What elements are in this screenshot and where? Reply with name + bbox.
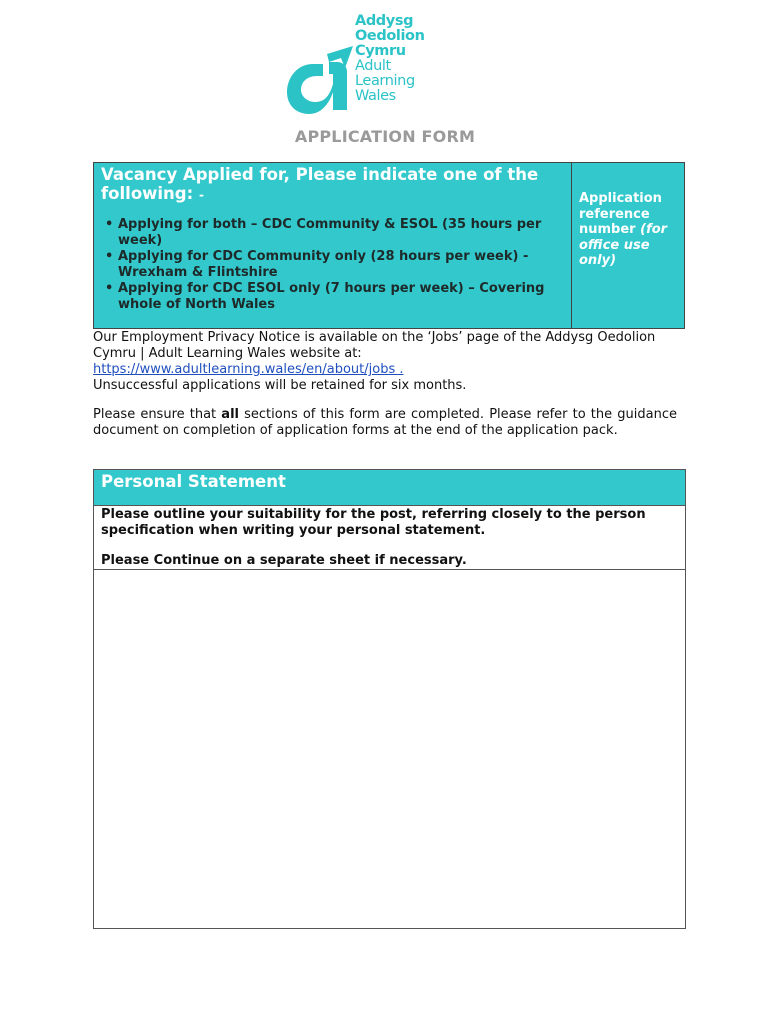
- logo-line-welsh-3: Cymru: [355, 43, 406, 59]
- ensure-text-before: Please ensure that: [93, 407, 217, 422]
- bullet-icon: •: [105, 249, 114, 264]
- personal-statement-input-area[interactable]: [94, 570, 685, 928]
- reference-label: Application reference number: [579, 191, 662, 237]
- vacancy-option[interactable]: [101, 281, 565, 313]
- bullet-icon: •: [105, 281, 114, 296]
- privacy-notice: [93, 330, 685, 394]
- ensure-text-bold: all: [221, 407, 239, 422]
- vacancy-option-label: Applying for CDC ESOL only (7 hours per week) – Covering whole of North Wales: [118, 281, 545, 312]
- retention-text: Unsuccessful applications will be retained for six months.: [93, 378, 467, 393]
- logo-line-welsh-1: Addysg: [355, 13, 414, 29]
- bullet-icon: •: [105, 217, 114, 232]
- reference-note: (for office use only): [579, 222, 668, 268]
- logo-line-welsh-2: Oedolion: [355, 28, 425, 44]
- form-title: APPLICATION FORM: [294, 127, 476, 146]
- vacancy-options-cell: [94, 163, 572, 328]
- personal-statement-heading: Personal Statement: [94, 470, 685, 506]
- logo-line-english-1: Adult: [355, 58, 391, 74]
- ensure-text-after: sections of this form are completed. Please refer to the guidance document on completion of application forms at the end of the application pack.: [93, 407, 677, 438]
- logo-line-english-3: Wales: [355, 88, 396, 104]
- vacancy-table: [93, 162, 685, 329]
- completion-instructions: [93, 407, 677, 439]
- a-arrow-logo-icon: [283, 44, 355, 116]
- vacancy-option[interactable]: [101, 249, 565, 281]
- vacancy-option[interactable]: [101, 217, 565, 249]
- logo-wordmark: [355, 14, 425, 104]
- personal-statement-instructions: [94, 506, 685, 570]
- personal-statement-continue-note: Please Continue on a separate sheet if necessary.: [101, 553, 467, 568]
- vacancy-option-label: Applying for both – CDC Community & ESOL (35 hours per week): [118, 217, 542, 248]
- vacancy-heading-text: Vacancy Applied for, Please indicate one of the following:: [101, 165, 539, 203]
- personal-statement-table: [93, 469, 686, 929]
- vacancy-heading: [101, 165, 565, 205]
- vacancy-heading-suffix: -: [198, 188, 204, 202]
- personal-statement-instruction: Please outline your suitability for the post, referring closely to the person specification when writing your personal statement.: [101, 507, 646, 538]
- application-reference-cell: [572, 163, 684, 328]
- logo-line-english-2: Learning: [355, 73, 415, 89]
- vacancy-option-label: Applying for CDC Community only (28 hours per week) - Wrexham & Flintshire: [118, 249, 529, 280]
- privacy-text: Our Employment Privacy Notice is available on the ‘Jobs’ page of the Addysg Oedolion Cymru | Adult Learning Wales website at:: [93, 330, 656, 361]
- organisation-logo: [283, 14, 443, 110]
- vacancy-options-list: [101, 217, 565, 313]
- jobs-page-link[interactable]: https://www.adultlearning.wales/en/about/jobs .: [93, 362, 404, 377]
